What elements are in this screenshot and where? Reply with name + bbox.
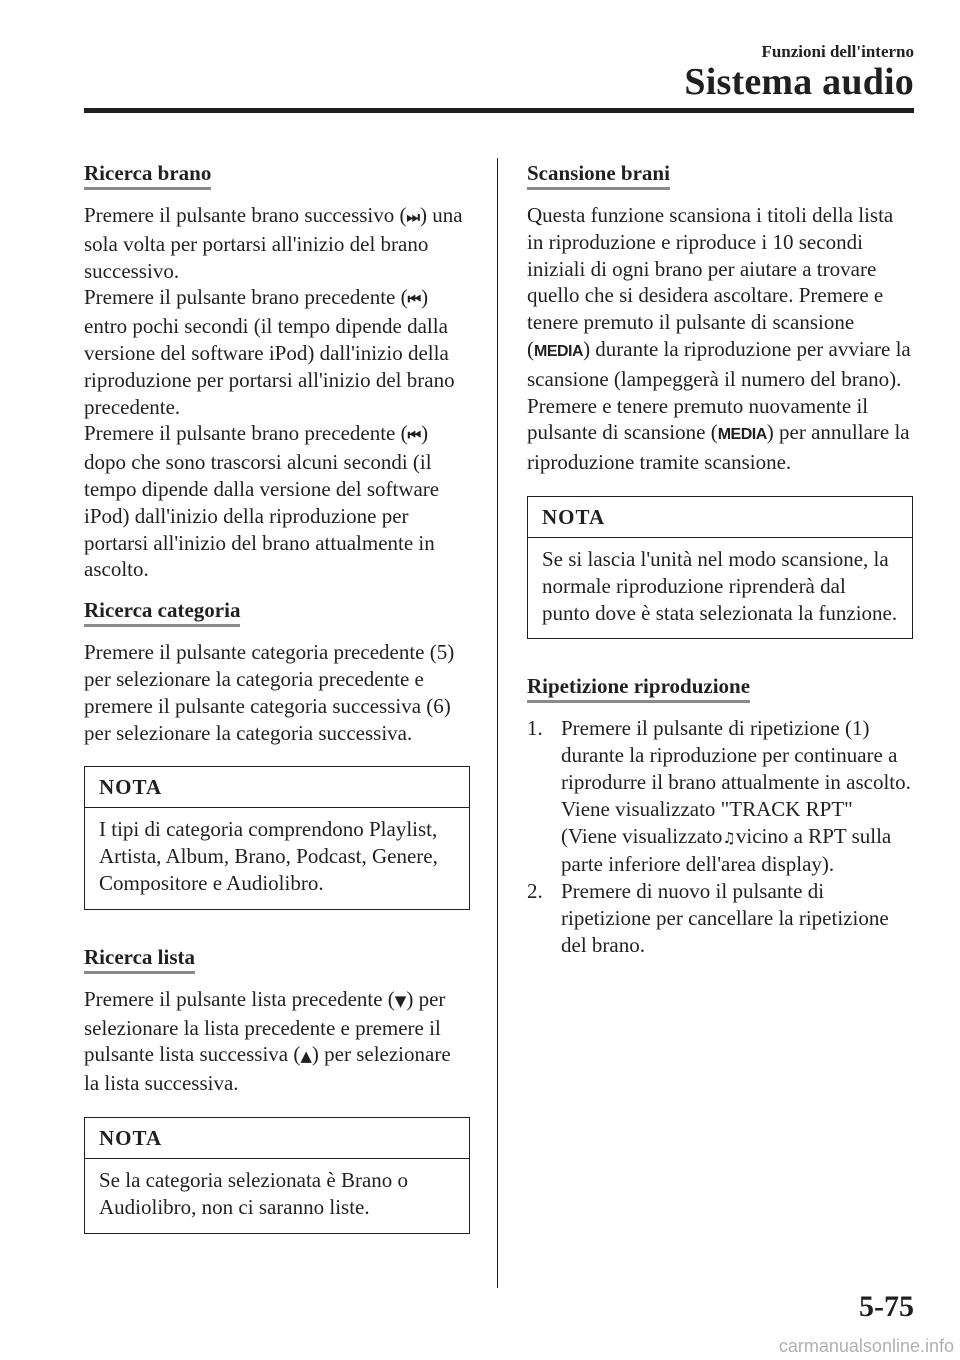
paragraph: Premere il pulsante lista precedente (▼) per selezionare la lista precedente e premere il pulsante lista successiva (▲) per selezionare la lista successiva. <box>84 986 451 1096</box>
section-scansione-brani <box>527 160 913 639</box>
note-box <box>527 496 913 639</box>
right-column <box>527 160 913 959</box>
steps-list <box>527 715 913 958</box>
paragraph: Premere il pulsante categoria precedente (5) per selezionare la categoria precedente e premere il pulsante categoria successiva (6) per selezionare la categoria successiva. <box>84 640 455 745</box>
section-title: Scansione brani <box>527 160 670 190</box>
paragraph: Premere il pulsante brano successivo (⏭) una sola volta per portarsi all'inizio del brano successivo. <box>84 203 463 283</box>
section-title: Ripetizione riproduzione <box>527 673 750 703</box>
note-body: I tipi di categoria comprendono Playlist, Artista, Album, Brano, Podcast, Genere, Compositore e Audiolibro. <box>99 817 438 895</box>
section-title: Ricerca brano <box>84 160 211 190</box>
section-ripetizione <box>527 673 913 958</box>
media-button-icon: MEDIA <box>534 342 584 360</box>
note-box <box>84 766 470 909</box>
note-heading: NOTA <box>85 1118 469 1159</box>
note-heading: NOTA <box>85 767 469 808</box>
header-rule <box>84 108 914 113</box>
chapter-label: Funzioni dell'interno <box>761 42 914 61</box>
list-item: 2. Premere di nuovo il pulsante di ripetizione per cancellare la ripetizione del brano. <box>527 879 889 957</box>
paragraph: Premere il pulsante brano precedente (⏮) dopo che sono trascorsi alcuni secondi (il tempo dipende dalla versione del software iPod) dall'inizio della riproduzione per portarsi all'inizio del brano attualmente in ascolto. <box>84 421 440 582</box>
section-title: Ricerca lista <box>84 944 195 974</box>
paragraph: Premere il pulsante brano precedente (⏮) entro pochi secondi (il tempo dipende dalla versione del software iPod) dall'inizio della riproduzione per portarsi all'inizio del brano precedente. <box>84 285 455 419</box>
list-item: 1. Premere il pulsante di ripetizione (1) durante la riproduzione per continuare a riprodurre il brano attualmente in ascolto. Viene visualizzato "TRACK RPT" (Viene visualizzato♫vicino a RPT sulla parte inferiore dell'area display). <box>527 716 911 877</box>
note-box <box>84 1117 470 1234</box>
section-ricerca-lista <box>84 944 470 1234</box>
page-number: 5-75 <box>859 1290 914 1323</box>
up-arrow-icon: ▲ <box>300 1047 312 1066</box>
paragraph: Questa funzione scansiona i titoli della lista in riproduzione e riproduce i 10 secondi iniziali di ogni brano per aiutare a trovare quello che si desidera ascoltare. Premere e tenere premuto il pulsante di scansione (MEDIA) durante la riproduzione per avviare la scansione (lampeggerà il numero del brano). Premere e tenere premuto nuovamente il pulsante di scansione (MEDIA) per annullare la riproduzione tramite scansione. <box>527 203 911 475</box>
column-divider <box>497 158 498 1288</box>
prev-track-icon: ⏮ <box>407 426 422 445</box>
left-column <box>84 160 470 1268</box>
section-title: Ricerca categoria <box>84 597 240 627</box>
section-ricerca-brano <box>84 160 470 583</box>
down-arrow-icon: ▼ <box>394 991 407 1010</box>
section-ricerca-categoria <box>84 597 470 910</box>
note-body: Se si lascia l'unità nel modo scansione, la normale riproduzione riprenderà dal punto dove è stata selezionata la funzione. <box>542 546 898 625</box>
page-title: Sistema audio <box>684 61 914 103</box>
media-button-icon: MEDIA <box>717 426 767 444</box>
watermark: carmanualsonline.info <box>778 1336 954 1356</box>
prev-track-icon: ⏮ <box>407 290 422 309</box>
next-track-icon: ⏭ <box>406 208 421 226</box>
music-note-icon: ♫ <box>722 828 736 847</box>
note-body: Se la categoria selezionata è Brano o Audiolibro, non ci saranno liste. <box>99 1167 409 1219</box>
step-number: 2. <box>527 879 543 904</box>
note-heading: NOTA <box>528 497 912 538</box>
step-number: 1. <box>527 716 543 741</box>
